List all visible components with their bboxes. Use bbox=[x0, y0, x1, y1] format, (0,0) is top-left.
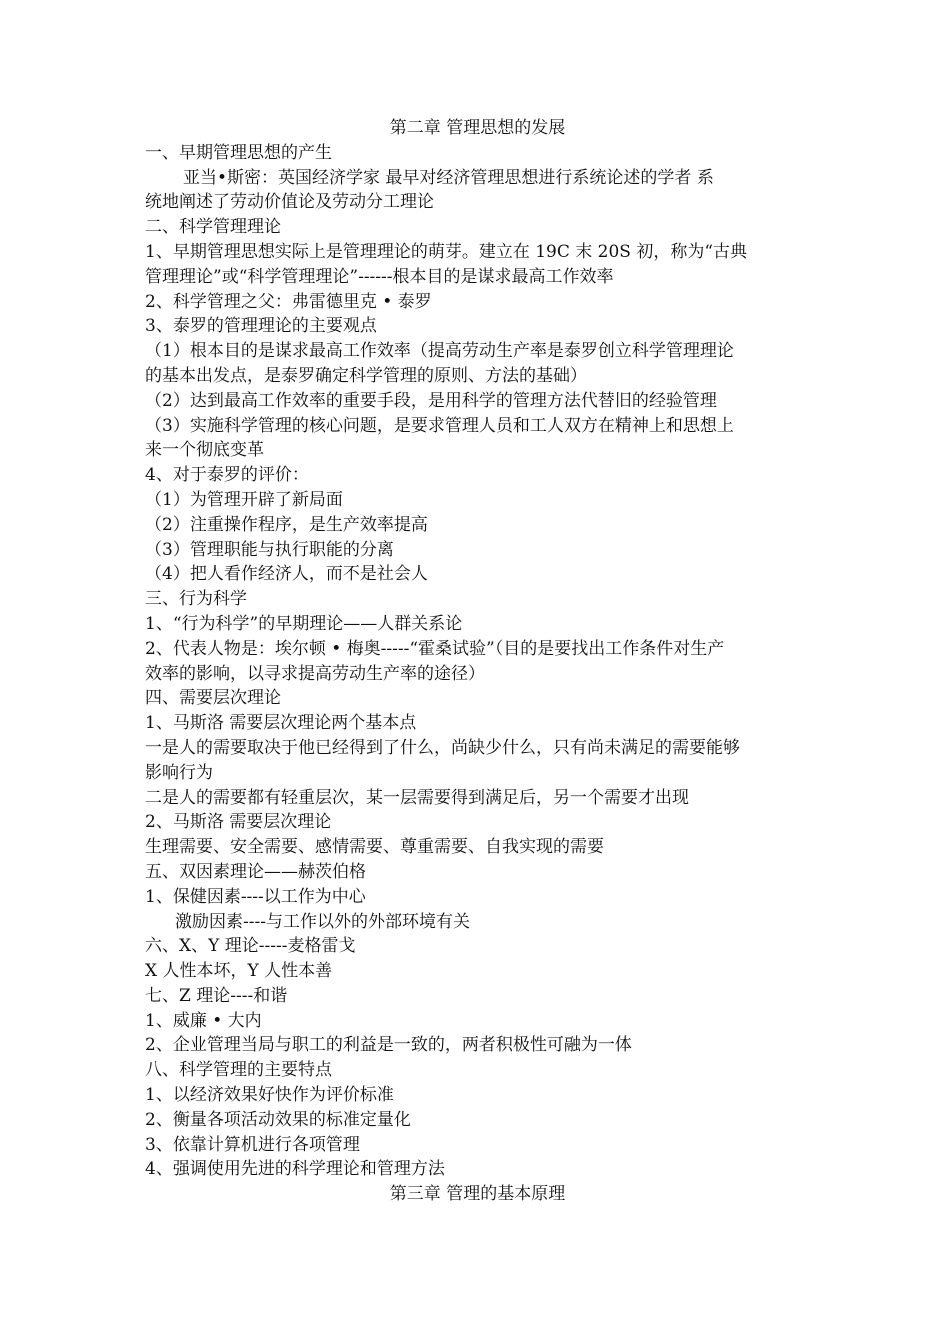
paragraph-line: 1、“行为科学”的早期理论——人群关系论 bbox=[145, 613, 463, 634]
list-item: 4、强调使用先进的科学理论和管理方法 bbox=[145, 1159, 445, 1180]
section-heading: 一、早期管理思想的产生 bbox=[145, 142, 332, 163]
paragraph-line: 1、保健因素----以工作为中心 bbox=[145, 886, 366, 907]
paragraph-line: 1、威廉 • 大内 bbox=[145, 1010, 262, 1031]
paragraph-line: （3）实施科学管理的核心问题，是要求管理人员和工人双方在精神上和思想上 bbox=[145, 415, 734, 436]
list-item: 2、衡量各项活动效果的标准定量化 bbox=[145, 1109, 411, 1130]
paragraph-line: 一是人的需要取决于他已经得到了什么，尚缺少什么，只有尚未满足的需要能够 bbox=[145, 737, 740, 758]
paragraph-line: 二是人的需要都有轻重层次，某一层需要得到满足后，另一个需要才出现 bbox=[145, 787, 689, 808]
section-heading: 七、Z 理论----和谐 bbox=[145, 985, 288, 1006]
section-heading: 五、双因素理论——赫茨伯格 bbox=[145, 861, 366, 882]
paragraph-line: 1、马斯洛 需要层次理论两个基本点 bbox=[145, 713, 417, 734]
section-heading: 三、行为科学 bbox=[145, 589, 247, 610]
list-item: （1）为管理开辟了新局面 bbox=[145, 489, 343, 510]
document-page bbox=[145, 116, 810, 1207]
paragraph-line: 4、对于泰罗的评价： bbox=[145, 465, 309, 486]
section-heading: 八、科学管理的主要特点 bbox=[145, 1060, 332, 1081]
paragraph-line: 激励因素----与工作以外的外部环境有关 bbox=[175, 911, 470, 932]
paragraph-line: 1、早期管理思想实际上是管理理论的萌芽。建立在 19C 末 20S 初，称为“古典 bbox=[145, 241, 748, 262]
list-item: （3）管理职能与执行职能的分离 bbox=[145, 539, 394, 560]
paragraph-line: 3、泰罗的管理理论的主要观点 bbox=[145, 316, 377, 337]
chapter-3-title: 第三章 管理的基本原理 bbox=[389, 1184, 566, 1205]
paragraph-line: 2、马斯洛 需要层次理论 bbox=[145, 812, 332, 833]
paragraph-line: 效率的影响，以寻求提高劳动生产率的途径） bbox=[145, 663, 485, 684]
paragraph-line: 2、企业管理当局与职工的利益是一致的，两者积极性可融为一体 bbox=[145, 1035, 632, 1056]
paragraph-line: （1）根本目的是谋求最高工作效率（提高劳动生产率是泰罗创立科学管理理论 bbox=[145, 341, 734, 362]
paragraph-line: 2、科学管理之父：弗雷德里克 • 泰罗 bbox=[145, 291, 432, 312]
chapter-2-title: 第二章 管理思想的发展 bbox=[389, 118, 566, 138]
paragraph-line: 2、代表人物是：埃尔顿 • 梅奥-----“霍桑试验”（目的是要找出工作条件对生产 bbox=[145, 638, 725, 659]
list-item: （2）注重操作程序，是生产效率提高 bbox=[145, 514, 428, 535]
section-heading: 六、X、Y 理论-----麦格雷戈 bbox=[145, 936, 356, 957]
list-item: 1、以经济效果好快作为评价标准 bbox=[145, 1085, 394, 1106]
paragraph-line: 统地阐述了劳动价值论及劳动分工理论 bbox=[145, 192, 434, 213]
paragraph-line: （2）达到最高工作效率的重要手段，是用科学的管理方法代替旧的经验管理 bbox=[145, 390, 717, 411]
list-item: （4）把人看作经济人，而不是社会人 bbox=[145, 564, 428, 585]
paragraph-line: 亚当•斯密：英国经济学家 最早对经济管理思想进行系统论述的学者 系 bbox=[183, 167, 714, 188]
section-heading: 四、需要层次理论 bbox=[145, 688, 281, 709]
list-item: 3、依靠计算机进行各项管理 bbox=[145, 1134, 360, 1155]
paragraph-line: 来一个彻底变革 bbox=[145, 440, 264, 461]
paragraph-line: 生理需要、安全需要、感情需要、尊重需要、自我实现的需要 bbox=[145, 837, 604, 858]
paragraph-line: X 人性本坏，Y 人性本善 bbox=[145, 961, 333, 982]
paragraph-line: 管理理论”或“科学管理理论”------根本目的是谋求最高工作效率 bbox=[145, 266, 614, 287]
paragraph-line: 的基本出发点，是泰罗确定科学管理的原则、方法的基础） bbox=[145, 365, 587, 386]
paragraph-line: 影响行为 bbox=[145, 762, 213, 783]
section-heading: 二、科学管理理论 bbox=[145, 217, 281, 238]
